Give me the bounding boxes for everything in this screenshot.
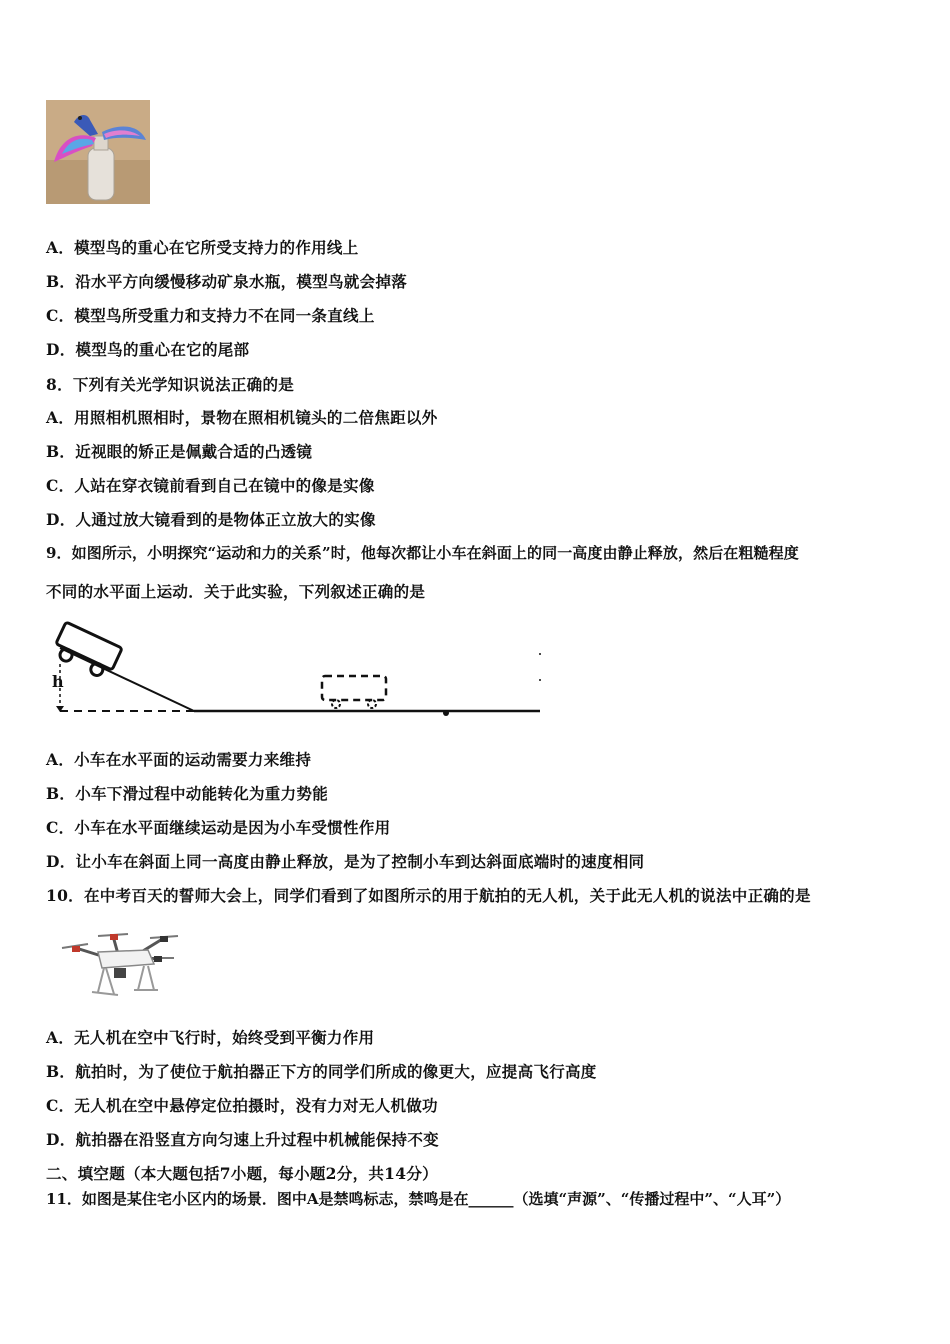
- q7-option-d: D．模型鸟的重心在它的尾部: [46, 340, 250, 359]
- q8-option-b: B．近视眼的矫正是佩戴合适的凸透镜: [46, 442, 313, 461]
- q8-option-a: A．用照相机照相时，景物在照相机镜头的二倍焦距以外: [46, 408, 438, 427]
- q7-option-c: C．模型鸟所受重力和支持力不在同一条直线上: [46, 306, 375, 325]
- q9-option-b: B．小车下滑过程中动能转化为重力势能: [46, 784, 329, 803]
- q8-option-d: D．人通过放大镜看到的是物体正立放大的实像: [46, 510, 376, 529]
- q10-stem: 10．在中考百天的誓师大会上，同学们看到了如图所示的用于航拍的无人机，关于此无人机的说法中正确的是: [46, 886, 811, 905]
- q7-option-a: A．模型鸟的重心在它所受支持力的作用线上: [46, 238, 359, 257]
- q9-option-c: C．小车在水平面继续运动是因为小车受惯性作用: [46, 818, 391, 837]
- q8-option-c: C．人站在穿衣镜前看到自己在镜中的像是实像: [46, 476, 375, 495]
- bird-figure: [46, 100, 150, 204]
- q9-stem-line1: 9．如图所示，小明探究“运动和力的关系”时，他每次都让小车在斜面上的同一高度由静止释放，然后在粗糙程度: [46, 544, 799, 562]
- section-heading: 二、填空题（本大题包括7小题，每小题2分，共14分）: [46, 1164, 438, 1183]
- q9-option-d: D．让小车在斜面上同一高度由静止释放，是为了控制小车到达斜面底端时的速度相同: [46, 852, 645, 871]
- q10-option-a: A．无人机在空中飞行时，始终受到平衡力作用: [46, 1028, 375, 1047]
- height-label: h: [52, 672, 64, 691]
- q10-option-b: B．航拍时，为了使位于航拍器正下方的同学们所成的像更大，应提高飞行高度: [46, 1062, 597, 1081]
- q10-option-c: C．无人机在空中悬停定位拍摄时，没有力对无人机做功: [46, 1096, 438, 1115]
- incline-cart-figure: [46, 614, 546, 718]
- q8-stem: 8．下列有关光学知识说法正确的是: [46, 375, 295, 394]
- q11-stem: 11．如图是某住宅小区内的场景．图中A是禁鸣标志，禁鸣是在______（选填“声源”、“传播过程中”、“人耳”）: [46, 1190, 791, 1208]
- q9-stem-line2: 不同的水平面上运动．关于此实验，下列叙述正确的是: [46, 582, 426, 601]
- q9-option-a: A．小车在水平面的运动需要力来维持: [46, 750, 312, 769]
- drone-figure: [58, 928, 180, 1000]
- q7-option-b: B．沿水平方向缓慢移动矿泉水瓶，模型鸟就会掉落: [46, 272, 408, 291]
- q10-option-d: D．航拍器在沿竖直方向匀速上升过程中机械能保持不变: [46, 1130, 439, 1149]
